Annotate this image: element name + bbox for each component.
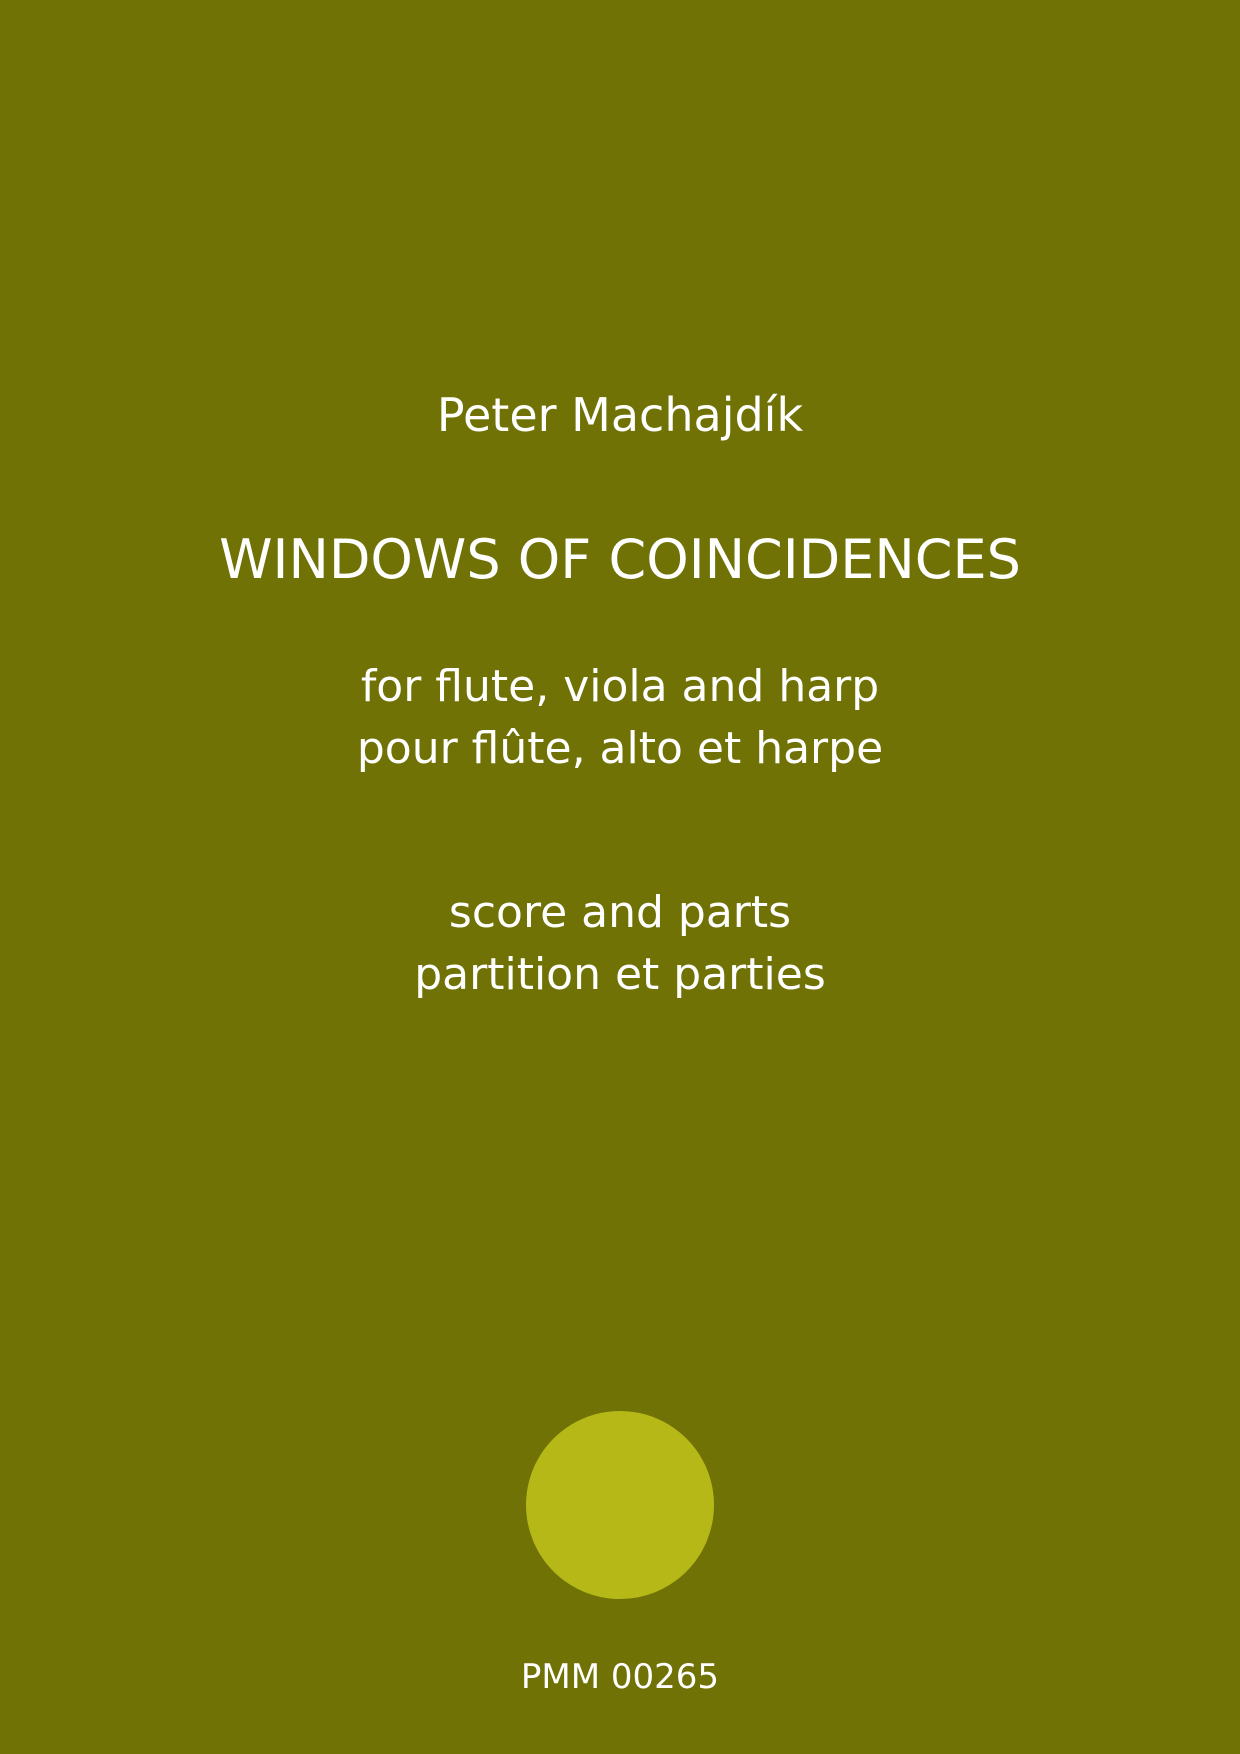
edition-type-french: partition et parties	[414, 949, 826, 1000]
work-title: WINDOWS OF COINCIDENCES	[219, 528, 1021, 591]
catalog-number: PMM 00265	[520, 1657, 720, 1697]
edition-type-english: score and parts	[448, 887, 792, 938]
composer-name: Peter Machajdík	[436, 388, 804, 442]
publisher-circle-emblem	[526, 1411, 714, 1599]
instrumentation-french: pour flûte, alto et harpe	[356, 723, 884, 774]
instrumentation-english: for flute, viola and harp	[360, 661, 880, 712]
